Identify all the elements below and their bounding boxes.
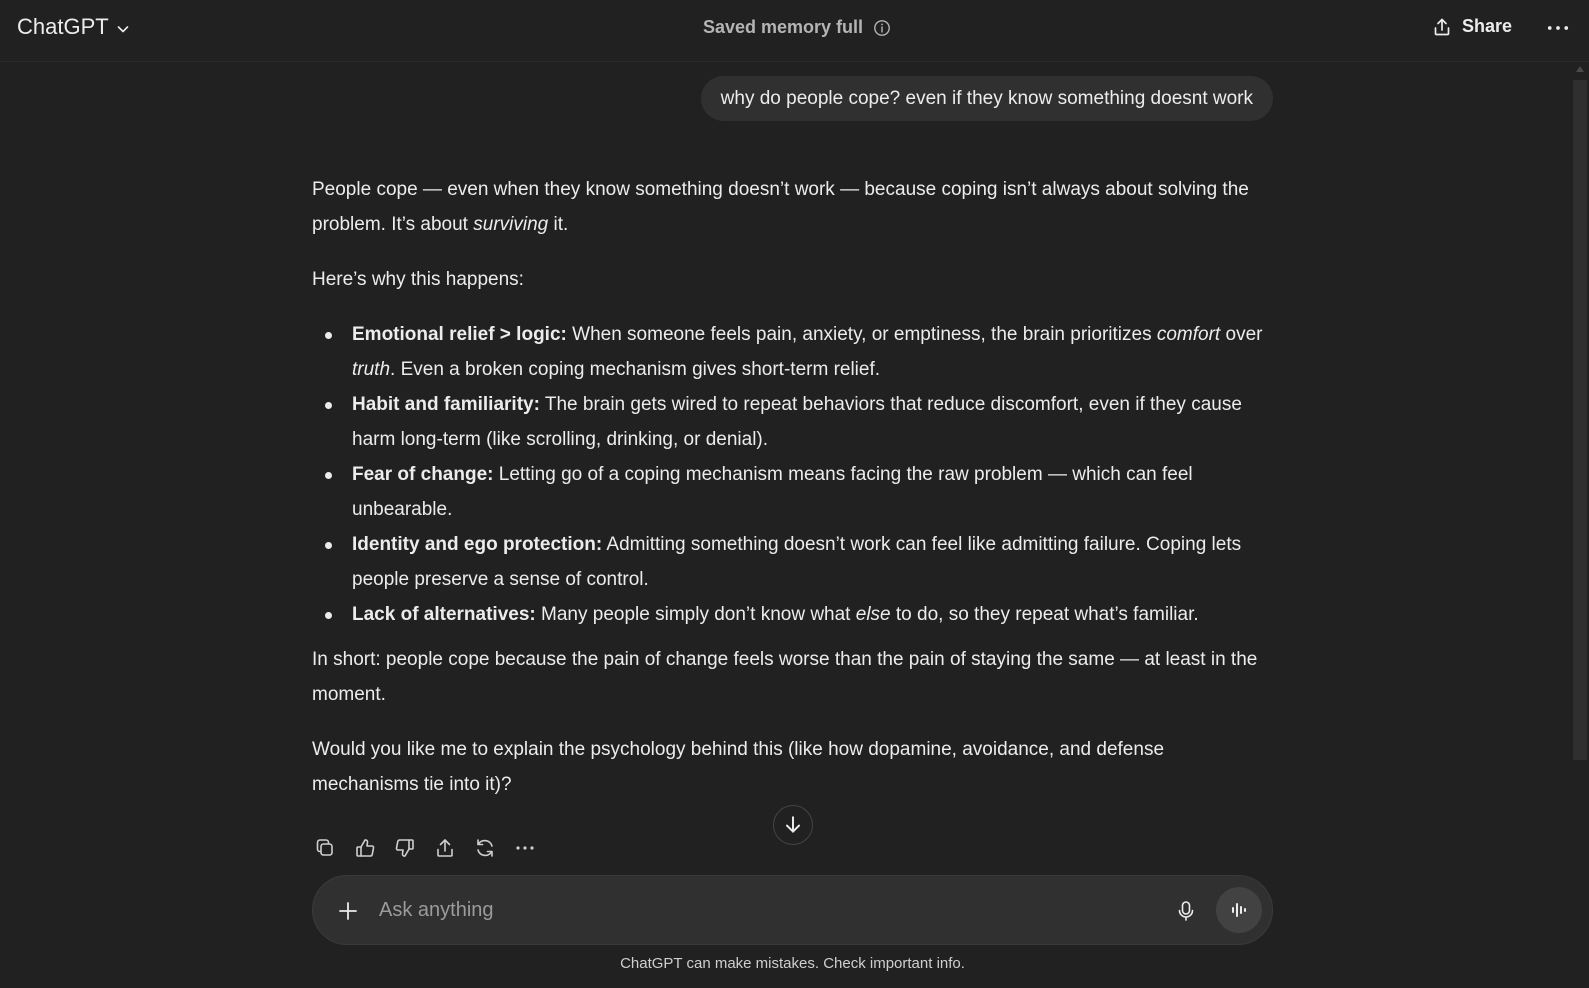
voice-mode-button[interactable] — [1216, 887, 1262, 933]
prompt-input[interactable] — [379, 893, 1139, 927]
share-icon — [1432, 17, 1452, 37]
microphone-icon — [1175, 900, 1197, 922]
assistant-message — [312, 172, 1272, 822]
assistant-intro — [312, 172, 1272, 242]
list-item-text: Many people simply don’t know what — [535, 604, 856, 625]
list-item — [352, 457, 1272, 527]
more-actions-button[interactable] — [512, 835, 538, 861]
intro-text: People cope — even when they know something doesn’t work — because coping isn’t always about solving the problem. It’s about — [312, 179, 1249, 235]
bad-response-button[interactable] — [392, 835, 418, 861]
message-actions — [312, 835, 538, 861]
plus-icon — [337, 900, 359, 922]
user-message-bubble: why do people cope? even if they know something doesnt work — [701, 76, 1273, 121]
disclaimer: ChatGPT can make mistakes. Check important info. — [620, 955, 965, 972]
composer — [312, 875, 1273, 945]
list-item-text: . Even a broken coping mechanism gives short-term relief. — [390, 359, 881, 380]
list-item — [352, 527, 1272, 597]
list-item-title: Identity and ego protection: — [352, 534, 603, 555]
list-item-text: Admitting something doesn’t work can feel like admitting failure. Coping lets people preserve a sense of control. — [352, 534, 1242, 590]
arrow-down-icon — [782, 814, 804, 836]
good-response-button[interactable] — [352, 835, 378, 861]
list-item-text: Letting go of a coping mechanism means facing the raw problem — which can feel unbearable. — [352, 464, 1193, 520]
chevron-down-icon — [115, 21, 131, 37]
thumbs-up-icon — [354, 837, 376, 859]
list-item-emphasis: else — [855, 604, 891, 625]
memory-status — [703, 17, 891, 38]
list-item — [352, 597, 1272, 632]
list-item-emphasis: truth — [352, 359, 391, 380]
top-bar — [0, 0, 1589, 62]
voice-waveform-icon — [1228, 899, 1250, 921]
scroll-to-bottom-button[interactable] — [773, 805, 813, 845]
list-item-text: over — [1220, 324, 1263, 345]
list-item-title: Lack of alternatives: — [352, 604, 536, 625]
thumbs-down-icon — [394, 837, 416, 859]
share-response-button[interactable] — [432, 835, 458, 861]
regenerate-button[interactable] — [472, 835, 498, 861]
more-horizontal-icon — [514, 837, 536, 859]
more-horizontal-icon — [1547, 24, 1569, 32]
list-item-text: to do, so they repeat what’s familiar. — [890, 604, 1199, 625]
regenerate-icon — [474, 837, 496, 859]
more-options-button[interactable] — [1543, 16, 1573, 40]
assistant-follow-up: Would you like me to explain the psychology behind this (like how dopamine, avoidance, and defense mechanisms tie into it)? — [312, 739, 1165, 795]
list-item-title: Fear of change: — [352, 464, 494, 485]
assistant-summary: In short: people cope because the pain of change feels worse than the pain of staying the same — at least in the moment. — [312, 649, 1258, 705]
list-item-text: When someone feels pain, anxiety, or emptiness, the brain prioritizes — [566, 324, 1157, 345]
scroll-up-arrow-icon[interactable] — [1576, 66, 1584, 72]
intro-emphasis: surviving — [473, 214, 549, 235]
share-icon — [434, 837, 456, 859]
model-selector[interactable] — [17, 14, 131, 40]
copy-button[interactable] — [312, 835, 338, 861]
list-item — [352, 317, 1272, 387]
assistant-lead-in: Here’s why this happens: — [312, 269, 524, 290]
info-icon[interactable] — [873, 19, 891, 37]
model-label: ChatGPT — [17, 14, 109, 39]
share-button[interactable] — [1432, 16, 1512, 37]
list-item — [352, 387, 1272, 457]
scrollbar-thumb[interactable] — [1573, 80, 1587, 760]
list-item-title: Emotional relief > logic: — [352, 324, 567, 345]
share-label: Share — [1462, 16, 1513, 36]
scrollbar[interactable] — [1571, 62, 1589, 988]
list-item-text: The brain gets wired to repeat behaviors that reduce discomfort, even if they cause harm long-term (like scrolling, drinking, or denial). — [352, 394, 1242, 450]
list-item-title: Habit and familiarity: — [352, 394, 540, 415]
dictate-button[interactable] — [1173, 898, 1199, 924]
memory-status-label: Saved memory full — [703, 17, 864, 37]
add-attachment-button[interactable] — [335, 898, 361, 924]
copy-icon — [314, 837, 336, 859]
intro-text-end: it. — [548, 214, 569, 235]
reasons-list — [312, 317, 1272, 632]
list-item-emphasis: comfort — [1156, 324, 1221, 345]
